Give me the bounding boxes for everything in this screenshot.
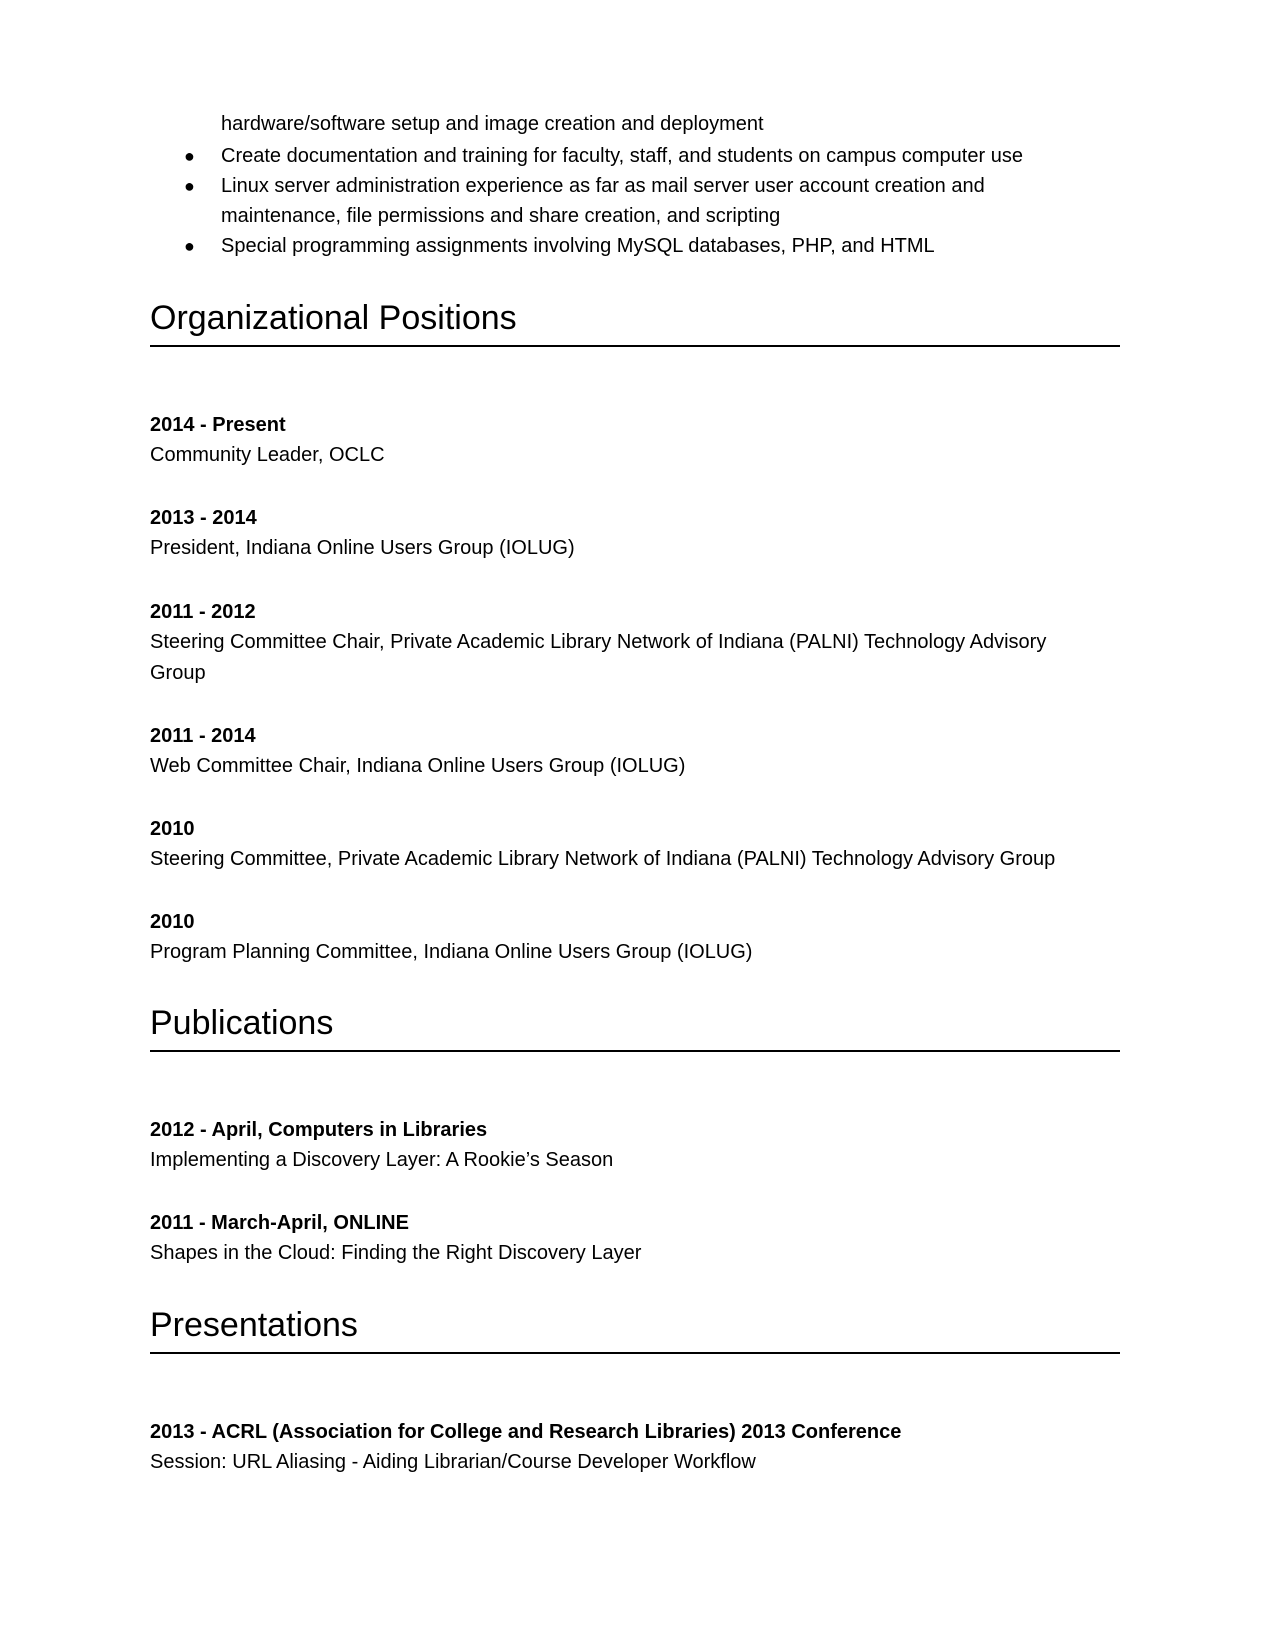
entry-date: 2010 — [150, 818, 195, 840]
entry-date: 2012 - April, Computers in Libraries — [150, 1119, 488, 1141]
entry-date: 2011 - 2012 — [150, 601, 256, 623]
bullet-item — [184, 231, 1084, 261]
entry-description: Steering Committee Chair, Private Academic Library Network of Indiana (PALNI) Technology Advisory Group — [150, 631, 1047, 684]
entry-description: Implementing a Discovery Layer: A Rookie’s Season — [150, 1149, 614, 1171]
entry-description: Session: URL Aliasing - Aiding Librarian/Course Developer Workflow — [150, 1451, 756, 1473]
bullet-text: Special programming assignments involving MySQL databases, PHP, and HTML — [221, 235, 935, 257]
entry-date: 2013 - ACRL (Association for College and Research Libraries) 2013 Conference — [150, 1421, 902, 1443]
entry-description: President, Indiana Online Users Group (IOLUG) — [150, 537, 575, 559]
bullet-continuation: hardware/software setup and image creation and deployment — [221, 113, 764, 135]
section-heading-organizational-positions: Organizational Positions — [150, 298, 1120, 347]
bullet-text: maintenance, file permissions and share creation, and scripting — [221, 205, 781, 227]
entry-description: Steering Committee, Private Academic Library Network of Indiana (PALNI) Technology Advisory Group — [150, 848, 1056, 870]
bullet-icon: ● — [184, 176, 195, 196]
entry-date: 2014 - Present — [150, 414, 286, 436]
bullet-text: Create documentation and training for faculty, staff, and students on campus computer use — [221, 145, 1023, 167]
entry-description: Program Planning Committee, Indiana Online Users Group (IOLUG) — [150, 941, 753, 963]
entry-description: Web Committee Chair, Indiana Online Users Group (IOLUG) — [150, 755, 686, 777]
entry-date: 2010 — [150, 911, 195, 933]
entry-date: 2013 - 2014 — [150, 507, 257, 529]
section-heading-presentations: Presentations — [150, 1305, 1120, 1354]
entry-date: 2011 - March-April, ONLINE — [150, 1212, 409, 1234]
bullet-icon: ● — [184, 146, 195, 166]
entry-description: Shapes in the Cloud: Finding the Right Discovery Layer — [150, 1242, 642, 1264]
entry-date: 2011 - 2014 — [150, 725, 256, 747]
bullet-icon: ● — [184, 236, 195, 256]
bullet-item — [184, 141, 1084, 171]
section-heading-publications: Publications — [150, 1003, 1120, 1052]
bullet-text: Linux server administration experience as far as mail server user account creation and — [221, 175, 985, 197]
entry-description: Community Leader, OCLC — [150, 444, 385, 466]
bullet-item — [184, 171, 1084, 231]
